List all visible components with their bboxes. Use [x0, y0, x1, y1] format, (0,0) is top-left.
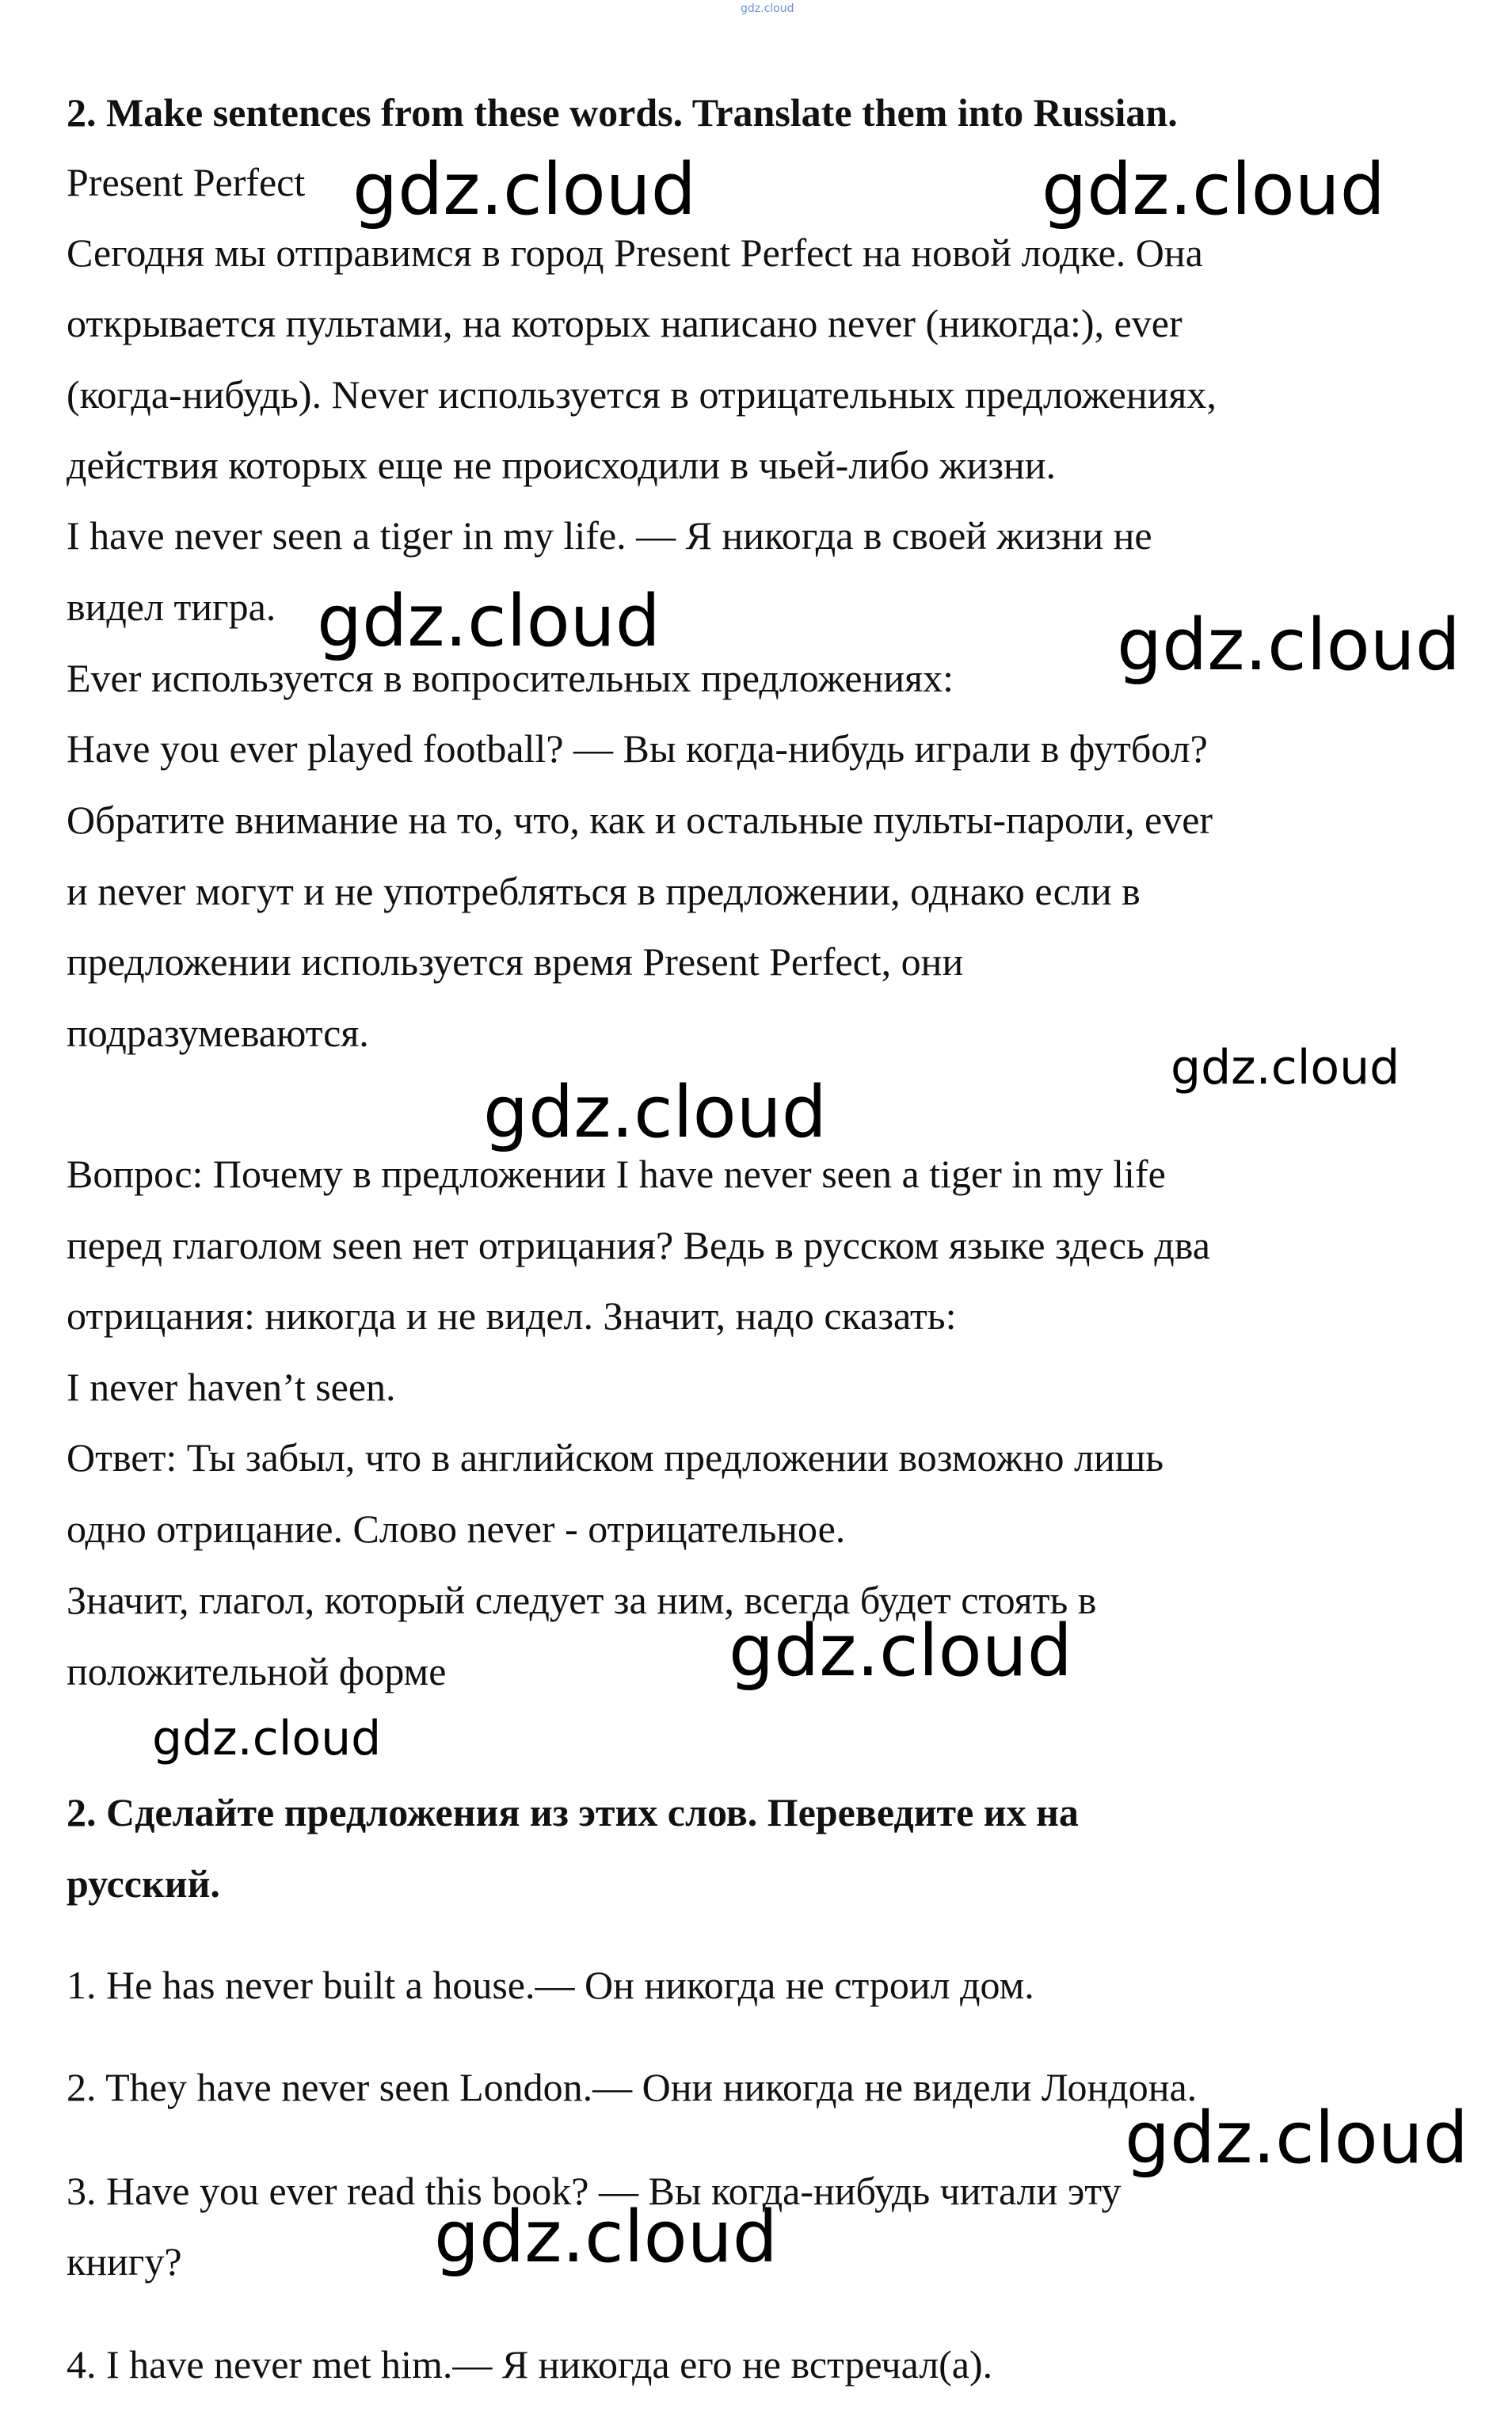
qa-line: I never haven’t seen. [67, 1365, 396, 1409]
theory-line: подразумеваются. [67, 1011, 369, 1055]
theory-line: Have you ever played football? — Вы когда-нибудь играли в футбол? [67, 726, 1208, 771]
watermark: gdz.cloud [1042, 148, 1385, 231]
theory-line: (когда-нибудь). Never используется в отрицательных предложениях, [67, 372, 1217, 417]
qa-line: Вопрос: Почему в предложении I have never seen a tiger in my life [67, 1152, 1166, 1196]
russian-task-heading: 2. Сделайте предложения из этих слов. Переведите их на [67, 1790, 1079, 1834]
watermark: gdz.cloud [729, 1609, 1072, 1693]
watermark: gdz.cloud [434, 2196, 778, 2279]
watermark: gdz.cloud [352, 148, 696, 231]
english-task-heading: 2. Make sentences from these words. Translate them into Russian. [67, 90, 1178, 135]
russian-task-heading: русский. [67, 1861, 220, 1906]
theory-line: предложении используется время Present Perfect, они [67, 939, 964, 984]
watermark: gdz.cloud [152, 1711, 382, 1766]
watermark: gdz.cloud [1117, 604, 1461, 687]
qa-line: положительной форме [67, 1649, 447, 1693]
answer-item: 2. They have never seen London.— Они никогда не видели Лондона. [67, 2065, 1198, 2109]
theory-line: Сегодня мы отправимся в город Present Perfect на новой лодке. Она [67, 230, 1203, 275]
watermark: gdz.cloud [317, 580, 661, 663]
theory-line: I have never seen a tiger in my life. — Я никогда в своей жизни не [67, 513, 1152, 558]
qa-line: перед глаголом seen нет отрицания? Ведь в русском языке здесь два [67, 1223, 1210, 1267]
watermark: gdz.cloud [1125, 2097, 1468, 2180]
top-watermark: gdz.cloud [741, 2, 794, 15]
theory-line: видел тигра. [67, 585, 276, 629]
qa-line: одно отрицание. Слово never - отрицательное. [67, 1507, 846, 1551]
theory-line: и never могут и не употребляться в предложении, однако если в [67, 869, 1141, 913]
answer-item: 3. Have you ever read this book? — Вы когда-нибудь читали эту [67, 2169, 1122, 2213]
qa-line: Значит, глагол, который следует за ним, всегда будет стоять в [67, 1578, 1097, 1622]
theory-line: открывается пультами, на которых написано never (никогда:), ever [67, 301, 1183, 345]
theory-line: Ever используется в вопросительных предложениях: [67, 656, 954, 700]
qa-line: Ответ: Ты забыл, что в английском предложении возможно лишь [67, 1435, 1164, 1480]
answer-item: 1. He has never built a house.— Он никогда не строил дом. [67, 1963, 1034, 2007]
watermark: gdz.cloud [1171, 1040, 1400, 1095]
watermark: gdz.cloud [483, 1071, 827, 1154]
answer-item: 4. I have never met him.— Я никогда его не встречал(а). [67, 2342, 993, 2387]
theory-line: действия которых еще не происходили в чьей-либо жизни. [67, 443, 1056, 487]
answer-item: книгу? [67, 2239, 182, 2284]
qa-line: отрицания: никогда и не видел. Значит, надо сказать: [67, 1293, 957, 1338]
theory-line: Present Perfect [67, 160, 306, 204]
theory-line: Обратите внимание на то, что, как и остальные пульты-пароли, ever [67, 798, 1213, 842]
